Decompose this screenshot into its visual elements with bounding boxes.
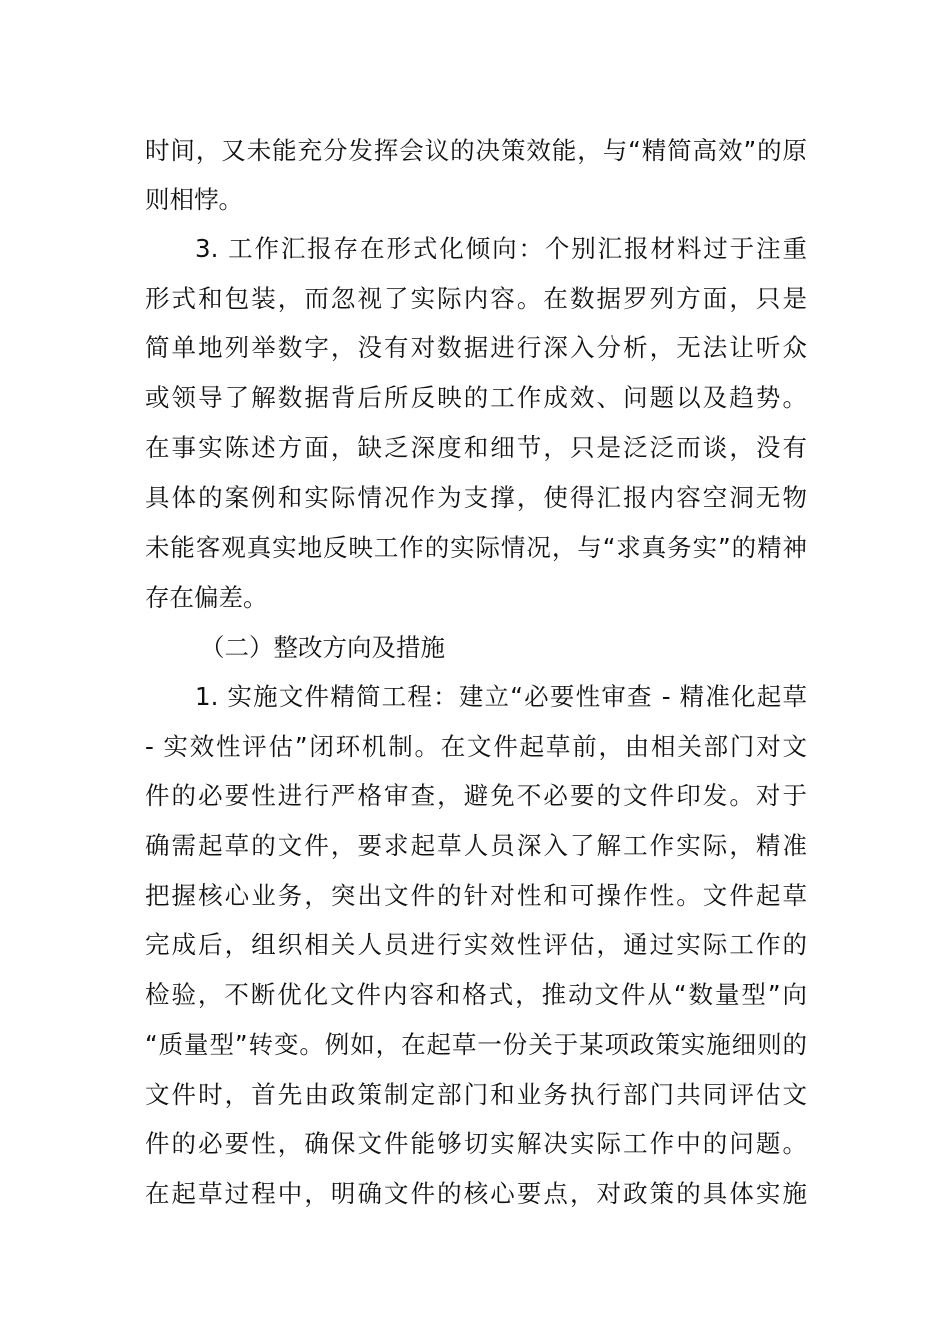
text-line: 简单地列举数字，没有对数据进行深入分析，无法让听众 [145,333,807,362]
text-line: - 实效性评估”闭环机制。在文件起草前，由相关部门对文 [145,732,807,761]
text-line: 把握核心业务，突出文件的针对性和可操作性。文件起草 [145,881,807,910]
text-line: 完成后，组织相关人员进行实效性评估，通过实际工作的 [145,930,807,959]
text-line: 文件时，首先由政策制定部门和业务执行部门共同评估文 [145,1080,807,1109]
text-line: 形式和包装，而忽视了实际内容。在数据罗列方面，只是 [145,284,807,313]
text-line: 时间，又未能充分发挥会议的决策效能，与“精简高效”的原 [145,136,807,165]
text-line: 未能客观真实地反映工作的实际情况，与“求真务实”的精神 [145,533,807,562]
text-line: 件的必要性，确保文件能够切实解决实际工作中的问题。 [145,1129,807,1158]
text-line: 在起草过程中，明确文件的核心要点，对政策的具体实施 [145,1179,807,1208]
text-line: 在事实陈述方面，缺乏深度和细节，只是泛泛而谈，没有 [145,433,807,462]
text-line: 件的必要性进行严格审查，避免不必要的文件印发。对于 [145,781,807,810]
text-line: 或领导了解数据背后所反映的工作成效、问题以及趋势。 [145,383,807,412]
text-line: 3. 工作汇报存在形式化倾向：个别汇报材料过于注重 [195,234,807,263]
text-line: 确需起草的文件，要求起草人员深入了解工作实际，精准 [145,831,807,860]
text-line: 则相悖。 [145,185,243,214]
section-heading: （二）整改方向及措施 [200,633,445,662]
text-line: “质量型”转变。例如，在起草一份关于某项政策实施细则的 [145,1030,807,1059]
text-line: 检验，不断优化文件内容和格式，推动文件从“数量型”向 [145,980,807,1009]
text-line: 具体的案例和实际情况作为支撑，使得汇报内容空洞无物 [145,483,807,512]
text-line: 1. 实施文件精简工程：建立“必要性审查 - 精准化起草 [195,682,807,711]
text-line: 存在偏差。 [145,583,268,612]
